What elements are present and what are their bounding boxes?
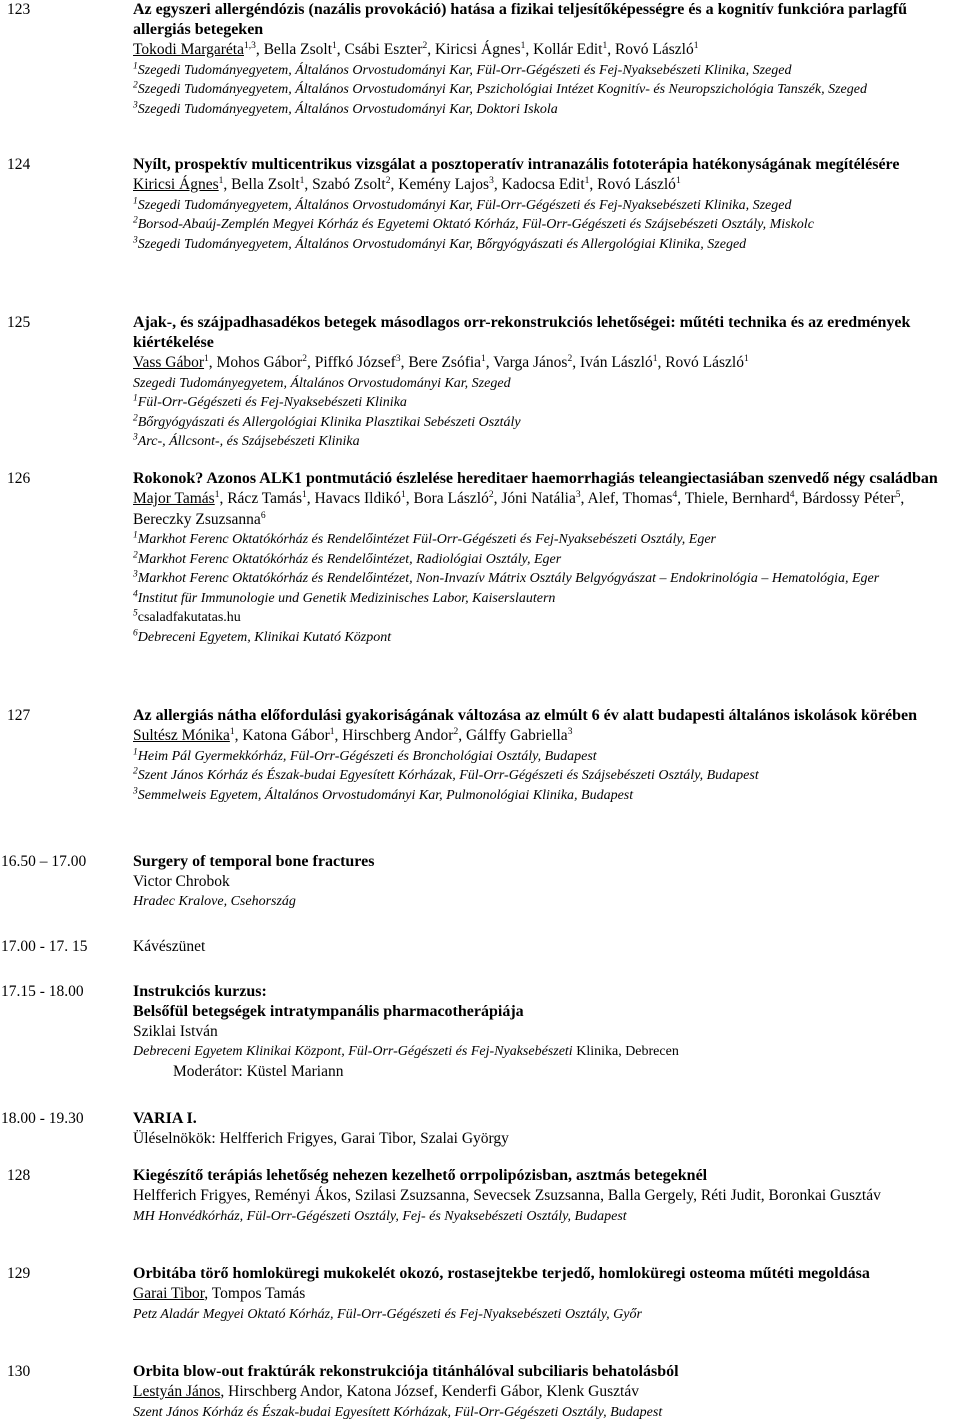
affiliation: $^2$Szent János Kórház és Észak-budai Egyesített Kórházak, Fül-Orr-Gégészeti és Szájsebészeti Osztály, Budapest <box>133 766 759 783</box>
break-entry <box>0 937 960 957</box>
abstract-number: 130 <box>7 1363 31 1380</box>
author-list: Tokodi Margaréta$^{1,3}$, Bella Zsolt$^1$, Csábi Eszter$^2$, Kiricsi Ágnes$^1$, Kollár Edit$^1$, Rovó László$^1$ <box>133 40 699 58</box>
affiliation: $^6$Debreceni Egyetem, Klinikai Kutató Központ <box>133 627 392 645</box>
affiliation: $^3$Szegedi Tudományegyetem, Általános Orvostudományi Kar, Bőrgyógyászati és Allergológiai Klinika, Szeged <box>133 234 747 252</box>
presenter-name: Vass Gábor <box>133 354 205 371</box>
abstract-entry <box>0 1166 960 1226</box>
affiliation: $^2$Szegedi Tudományegyetem, Általános Orvostudományi Kar, Pszichológiai Intézet Kognitív- és Neuropszichológia Tanszék, Szeged <box>133 80 867 97</box>
speaker-place: Hradec Kralove, Csehország <box>133 894 296 909</box>
time-slot: 17.15 - 18.00 <box>1 983 84 1000</box>
author-list: Kiricsi Ágnes$^1$, Bella Zsolt$^1$, Szabó Zsolt$^2$, Kemény Lajos$^3$, Kadocsa Edit$^1$, Rovó László$^1$ <box>133 175 681 193</box>
abstract-title: Az egyszeri allergéndózis (nazális provokáció) hatása a fizikai teljesítőképességre és a kognitív funkcióra parlagfű allergiás betegeken <box>133 1 908 38</box>
affiliation: $^3$Semmelweis Egyetem, Általános Orvostudományi Kar, Pulmonológiai Klinika, Budapest <box>133 785 634 803</box>
time-slot: 16.50 – 17.00 <box>1 853 87 870</box>
moderator: Moderátor: Küstel Mariann <box>173 1062 344 1080</box>
abstract-entry <box>0 706 960 805</box>
abstract-number: 127 <box>7 707 31 724</box>
abstract-title: Rokonok? Azonos ALK1 pontmutáció észlelése hereditaer haemorrhagiás teleangiectasiában szenvedő négy családban <box>133 470 938 487</box>
session-entry <box>0 1109 960 1149</box>
abstract-entry <box>0 1362 960 1422</box>
abstract-number: 126 <box>7 470 31 487</box>
affiliation: Szent János Kórház és Észak-budai Egyesített Kórházak, Fül-Orr-Gégészeti Osztály, Budapest <box>133 1404 663 1420</box>
time-slot: 17.00 - 17. 15 <box>1 938 88 955</box>
course-heading: Instrukciós kurzus: <box>133 983 267 1000</box>
abstract-entry <box>0 0 960 119</box>
author-list: Major Tamás$^1$, Rácz Tamás$^1$, Havacs Ildikó$^1$, Bora László$^2$, Jóni Natália$^3$, Alef, Thomas$^4$, Thiele, Bernhard$^4$, Bárdossy Péter$^5$, Bereczky Zsuzsanna$^6$ <box>133 489 905 528</box>
course-title: Belsőfül betegségek intratympanális pharmacotherápiája <box>133 1003 524 1020</box>
author-list: Helfferich Frigyes, Reményi Ákos, Szilasi Zsuzsanna, Sevecsek Zsuzsanna, Balla Gergely, Réti Judit, Boronkai Gusztáv <box>133 1187 881 1204</box>
abstract-title: Kiegészítő terápiás lehetőség nehezen kezelhető orrpolipózisban, asztmás betegeknél <box>133 1167 708 1184</box>
abstract-entry <box>0 1264 960 1324</box>
affiliation: Petz Aladár Megyei Oktató Kórház, Fül-Orr-Gégészeti és Fej-Nyaksebészeti Osztály, Győr <box>133 1306 642 1322</box>
lecture-entry <box>0 852 960 912</box>
affiliation: $^2$Markhot Ferenc Oktatókórház és Rendelőintézet, Radiológiai Osztály, Eger <box>133 549 562 567</box>
abstract-title: Orbitába törő homloküregi mukokelét okozó, rostasejtekbe terjedő, homloküregi osteoma műtéti megoldása <box>133 1265 870 1282</box>
presenter-name: Kiricsi Ágnes <box>133 176 219 193</box>
abstract-number: 124 <box>7 156 31 173</box>
session-chairs: Üléselnökök: Helfferich Frigyes, Garai Tibor, Szalai György <box>133 1130 509 1147</box>
author-list: Sultész Mónika$^1$, Katona Gábor$^1$, Hirschberg Andor$^2$, Gálffy Gabriella$^3$ <box>133 726 573 744</box>
affiliation: Szegedi Tudományegyetem, Általános Orvostudományi Kar, Szeged <box>133 375 511 391</box>
affiliation: $^5$csaladfakutatas.hu <box>133 608 241 625</box>
affiliation: $^1$Szegedi Tudományegyetem, Általános Orvostudományi Kar, Fül-Orr-Gégészeti és Fej-Nyaksebészeti Klinika, Szeged <box>133 195 792 213</box>
affiliation: $^3$Szegedi Tudományegyetem, Általános Orvostudományi Kar, Doktori Iskola <box>133 99 558 117</box>
author-list: Vass Gábor$^1$, Mohos Gábor$^2$, Piffkó József$^3$, Bere Zsófia$^1$, Varga János$^2$, Iván László$^1$, Rovó László$^1$ <box>133 353 749 371</box>
session-title: VARIA I. <box>133 1110 197 1127</box>
abstract-number: 125 <box>7 314 31 331</box>
abstract-entry <box>0 469 960 647</box>
speaker-place: Debreceni Egyetem Klinikai Központ, Fül-Orr-Gégészeti és Fej-Nyaksebészeti Klinika, Debrecen <box>133 1044 679 1059</box>
affiliation: $^3$Markhot Ferenc Oktatókórház és Rendelőintézet, Non-Invazív Mátrix Osztály Belgyógyászat – Endokrinológia – Hematológia, Eger <box>133 569 880 586</box>
abstract-title: Orbita blow-out fraktúrák rekonstrukciója titánhálóval subciliaris behatolásból <box>133 1363 679 1380</box>
course-entry <box>0 982 960 1082</box>
break-label: Kávészünet <box>133 938 206 955</box>
presenter-name: Major Tamás <box>133 490 215 507</box>
affiliation: $^2$Borsod-Abaúj-Zemplén Megyei Kórház és Egyetemi Oktató Kórház, Fül-Orr-Gégészeti és Szájsebészeti Osztály, Miskolc <box>133 215 814 232</box>
affiliation: $^1$Szegedi Tudományegyetem, Általános Orvostudományi Kar, Fül-Orr-Gégészeti és Fej-Nyaksebészeti Klinika, Szeged <box>133 60 792 78</box>
affiliation: $^3$Arc-, Állcsont-, és Szájsebészeti Klinika <box>133 432 360 449</box>
abstract-entry <box>0 155 960 254</box>
abstract-title: Ajak-, és szájpadhasadékos betegek másodlagos orr-rekonstrukciós lehetőségei: műtéti technika és az eredmények kiértékelése <box>133 314 911 351</box>
presenter-name: Tokodi Margaréta <box>133 41 244 58</box>
author-list: Garai Tibor, Tompos Tamás <box>133 1285 306 1302</box>
abstract-number: 123 <box>7 1 31 18</box>
lecture-title: Surgery of temporal bone fractures <box>133 853 375 870</box>
abstract-title: Nyílt, prospektív multicentrikus vizsgálat a posztoperatív intranazális fototerápia hatékonyságának megítélésére <box>133 156 900 173</box>
abstract-entry <box>0 313 960 452</box>
affiliation: MH Honvédkórház, Fül-Orr-Gégészeti Osztály, Fej- és Nyaksebészeti Osztály, Budapest <box>133 1208 627 1224</box>
affiliation: $^1$Markhot Ferenc Oktatókórház és Rendelőintézet Fül-Orr-Gégészeti és Fej-Nyaksebészeti Osztály, Eger <box>133 530 716 547</box>
affiliation: $^4$Institut für Immunologie und Genetik Medizinisches Labor, Kaiserslautern <box>133 588 556 606</box>
abstract-title: Az allergiás nátha előfordulási gyakoriságának változása az elmúlt 6 év alatt budapesti általános iskolások körében <box>133 707 918 724</box>
presenter-name: Garai Tibor <box>133 1285 205 1302</box>
abstract-number: 128 <box>7 1167 31 1184</box>
time-slot: 18.00 - 19.30 <box>1 1110 84 1127</box>
presenter-name: Sultész Mónika <box>133 727 230 744</box>
affiliation: $^2$Bőrgyógyászati és Allergológiai Klinika Plasztikai Sebészeti Osztály <box>133 412 521 430</box>
presenter-name: Lestyán János <box>133 1383 221 1400</box>
speaker-name: Victor Chrobok <box>133 873 230 890</box>
speaker-name: Sziklai István <box>133 1023 218 1040</box>
affiliation: $^1$Fül-Orr-Gégészeti és Fej-Nyaksebészeti Klinika <box>133 393 407 410</box>
affiliation: $^1$Heim Pál Gyermekkórház, Fül-Orr-Gégészeti és Bronchológiai Osztály, Budapest <box>133 746 597 764</box>
abstract-number: 129 <box>7 1265 31 1282</box>
author-list: Lestyán János, Hirschberg Andor, Katona József, Kenderfi Gábor, Klenk Gusztáv <box>133 1383 639 1400</box>
